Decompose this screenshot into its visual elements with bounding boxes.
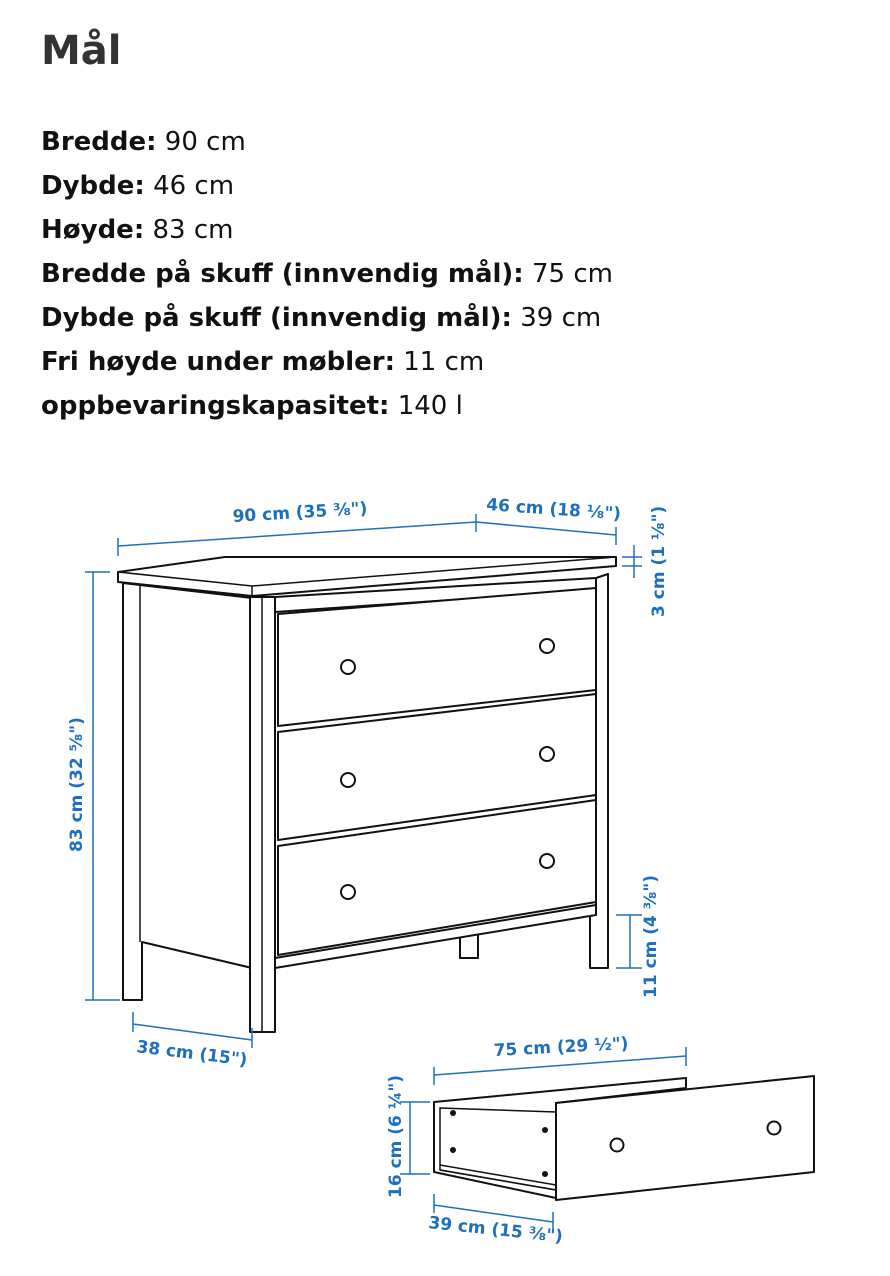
width-dimension-label: 90 cm (35 ⅜") — [232, 498, 368, 527]
drawer-knob-icon — [768, 1122, 781, 1135]
drawer-knob-icon — [341, 885, 355, 899]
spec-value: 39 cm — [520, 303, 602, 333]
spec-label: Bredde: — [41, 127, 157, 157]
drawer-knob-icon — [611, 1139, 624, 1152]
dresser-side-panel — [123, 583, 252, 1000]
spec-row-width — [41, 120, 613, 164]
drawer-knob-icon — [540, 854, 554, 868]
spec-row-drawer-width — [41, 252, 613, 296]
drawer-width-dimension-label: 75 cm (29 ½") — [493, 1033, 629, 1061]
spec-value: 75 cm — [531, 259, 613, 289]
spec-value: 46 cm — [153, 171, 235, 201]
spec-label: oppbevaringskapasitet: — [41, 391, 390, 421]
spec-row-drawer-depth — [41, 296, 613, 340]
spec-value: 90 cm — [164, 127, 246, 157]
drawer-knob-icon — [540, 747, 554, 761]
spec-label: Høyde: — [41, 215, 145, 245]
spec-label: Dybde på skuff (innvendig mål): — [41, 303, 512, 333]
spec-value: 140 l — [397, 391, 463, 421]
spec-value: 11 cm — [403, 347, 485, 377]
drawer-knob-icon — [341, 773, 355, 787]
spec-label: Dybde: — [41, 171, 145, 201]
drawer-knob-icon — [540, 639, 554, 653]
page-title: Mål — [41, 28, 122, 74]
spec-value: 83 cm — [152, 215, 234, 245]
spec-row-height — [41, 208, 613, 252]
side-depth-dimension-label: 38 cm (15") — [135, 1037, 249, 1071]
clearance-dimension-label: 11 cm (4 ⅜") — [641, 874, 661, 998]
top-thickness-dimension-label: 3 cm (1 ⅛") — [649, 505, 669, 617]
spec-row-clearance — [41, 340, 613, 384]
spec-row-capacity — [41, 384, 613, 428]
spec-label: Bredde på skuff (innvendig mål): — [41, 259, 524, 289]
spec-label: Fri høyde under møbler: — [41, 347, 395, 377]
drawer-height-dimension-label: 16 cm (6 ¼") — [386, 1074, 406, 1198]
drawer-knob-icon — [341, 660, 355, 674]
dresser-drawing — [118, 557, 616, 1032]
drawer-depth-dimension-label: 39 cm (15 ⅜") — [427, 1213, 564, 1248]
depth-dimension-label: 46 cm (18 ⅛") — [485, 495, 622, 525]
height-dimension-label: 83 cm (32 ⅝") — [67, 717, 87, 852]
spec-row-depth — [41, 164, 613, 208]
dimension-diagram — [0, 470, 890, 1260]
spec-list — [41, 120, 613, 428]
drawer-drawing — [434, 1076, 814, 1200]
